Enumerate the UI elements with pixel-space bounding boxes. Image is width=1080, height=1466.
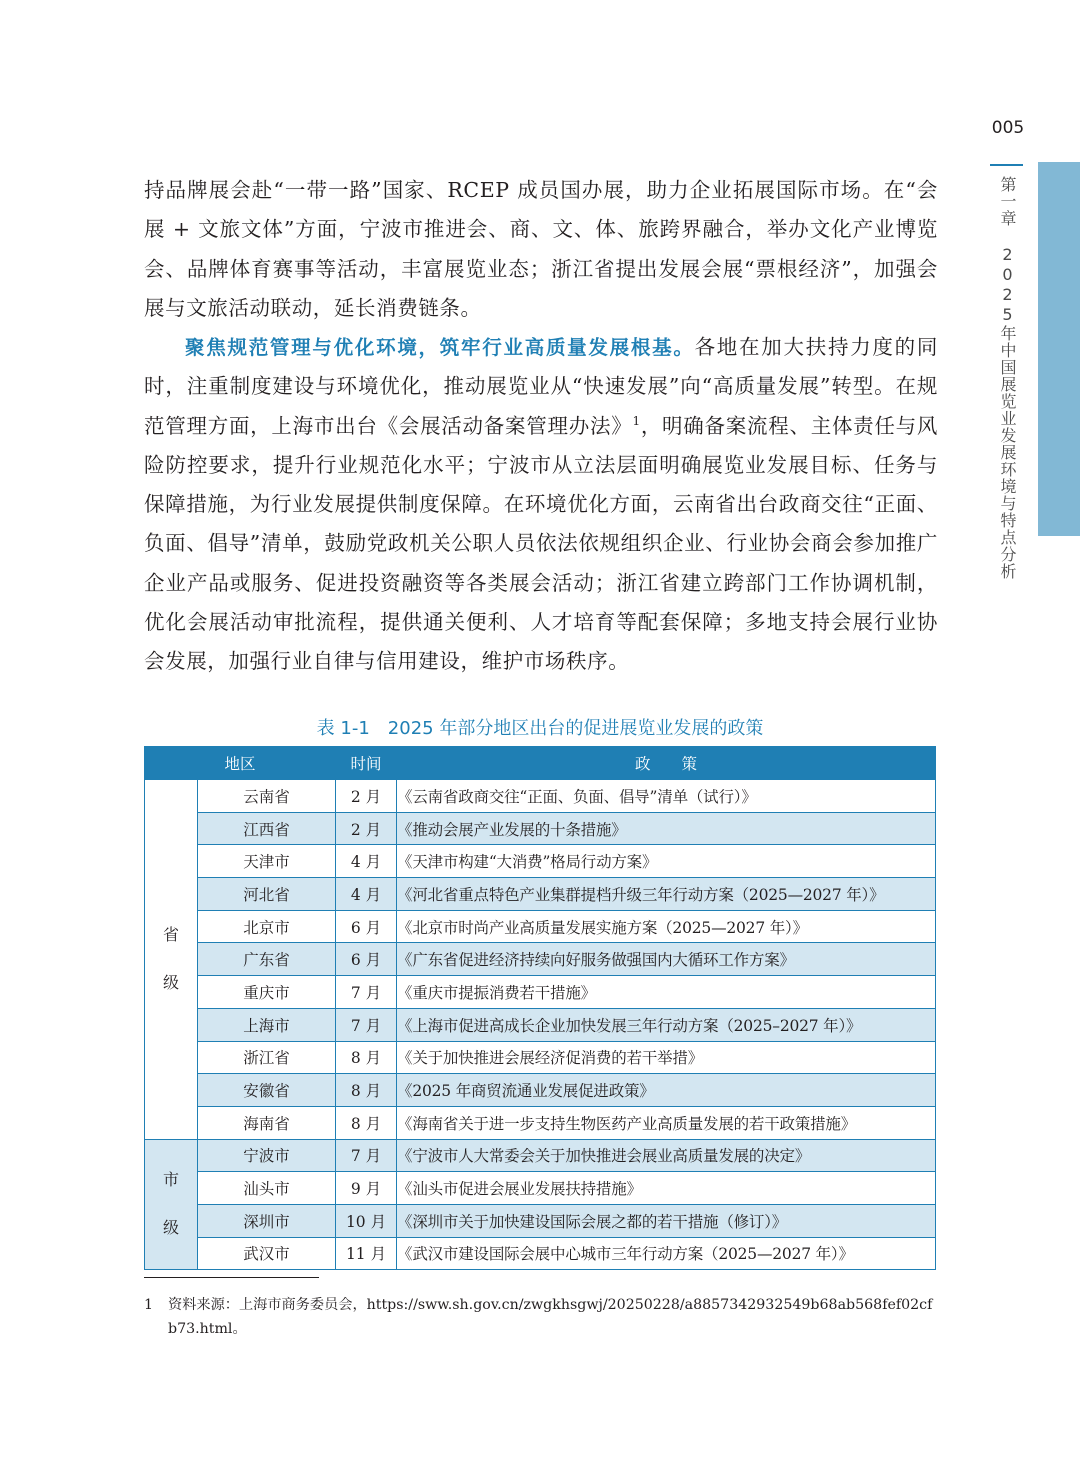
table-row [145,1237,936,1270]
region-cell: 重庆市 [198,976,336,1009]
policy-cell: 《关于加快推进会展经济促消费的若干举措》 [397,1041,936,1074]
month-cell: 7 月 [336,1008,397,1041]
policy-table [144,746,936,1270]
policy-cell: 《宁波市人大常委会关于加快推进会展业高质量发展的决定》 [397,1139,936,1172]
region-cell: 汕头市 [198,1172,336,1205]
region-cell: 宁波市 [198,1139,336,1172]
month-cell: 10 月 [336,1204,397,1237]
policy-cell: 《汕头市促进会展业发展扶持措施》 [397,1172,936,1205]
policy-cell: 《天津市构建“大消费”格局行动方案》 [397,845,936,878]
month-cell: 7 月 [336,976,397,1009]
level-label: 市级 [163,1170,180,1238]
table-row [145,1041,936,1074]
paragraph-lead-heading: 聚焦规范管理与优化环境，筑牢行业高质量发展根基。 [185,336,695,359]
month-cell: 8 月 [336,1106,397,1139]
region-cell: 广东省 [198,943,336,976]
month-cell: 6 月 [336,943,397,976]
header-time: 时间 [336,747,397,780]
paragraph-text-continued: ，明确备案流程、主体责任与风险防控要求，提升行业规范化水平；宁波市从立法层面明确展览业发展目标、任务与保障措施，为行业发展提供制度保障。在环境优化方面，云南省出台政商交往“正面、负面、倡导”清单，鼓励党政机关公职人员依法依规组织企业、行业协会商会参加推广企业产品或服务、促进投资融资等各类展会活动；浙江省建立跨部门工作协调机制，优化会展活动审批流程，提供通关便利、人才培育等配套保障；多地支持会展行业协会发展，加强行业自律与信用建设，维护市场秩序。 [144,413,938,674]
region-cell: 北京市 [198,910,336,943]
policy-cell: 《深圳市关于加快建设国际会展之都的若干措施（修订）》 [397,1204,936,1237]
paragraph-text: 各地在加大扶持力度的同时，注重制度建设与环境优化，推动展览业从“快速发展”向“高质量发展”转型。在规范管理方面，上海市出台《会展活动备案管理办法》 [144,335,938,438]
region-cell: 河北省 [198,878,336,911]
table-row [145,1204,936,1237]
region-cell: 武汉市 [198,1237,336,1270]
month-cell: 4 月 [336,845,397,878]
policy-cell: 《推动会展产业发展的十条措施》 [397,812,936,845]
table-row [145,1139,936,1172]
header-region: 地区 [145,747,336,780]
month-cell: 7 月 [336,1139,397,1172]
chapter-label-part2: 2025年中国展览业发展环境与特点分析 [998,245,1017,580]
footnote-divider [144,1277,319,1278]
region-cell: 浙江省 [198,1041,336,1074]
body-paragraph-2 [144,328,938,682]
table-row [145,845,936,878]
region-cell: 上海市 [198,1008,336,1041]
header-policy: 政 策 [397,747,936,780]
month-cell: 9 月 [336,1172,397,1205]
chapter-label [992,176,1022,580]
footnote-reference[interactable]: 1 [632,413,641,428]
region-cell: 江西省 [198,812,336,845]
month-cell: 4 月 [336,878,397,911]
policy-cell: 《2025 年商贸流通业发展促进政策》 [397,1074,936,1107]
policy-cell: 《重庆市提振消费若干措施》 [397,976,936,1009]
table-row [145,878,936,911]
footnote [144,1293,938,1341]
policy-cell: 《武汉市建设国际会展中心城市三年行动方案（2025—2027 年）》 [397,1237,936,1270]
region-cell: 天津市 [198,845,336,878]
table-row [145,780,936,813]
table-header-row [145,747,936,780]
policy-cell: 《北京市时尚产业高质量发展实施方案（2025—2027 年）》 [397,910,936,943]
level-cell [145,1139,198,1270]
month-cell: 11 月 [336,1237,397,1270]
level-cell [145,780,198,1140]
month-cell: 2 月 [336,780,397,813]
policy-cell: 《广东省促进经济持续向好服务做强国内大循环工作方案》 [397,943,936,976]
month-cell: 6 月 [336,910,397,943]
table-caption: 表 1-1 2025 年部分地区出台的促进展览业发展的政策 [316,718,764,739]
region-cell: 深圳市 [198,1204,336,1237]
month-cell: 2 月 [336,812,397,845]
chapter-tab [1038,162,1080,536]
policy-cell: 《上海市促进高成长企业加快发展三年行动方案（2025–2027 年）》 [397,1008,936,1041]
table-row [145,1172,936,1205]
table-body [145,780,936,1270]
table-row [145,943,936,976]
page-number-rule [990,164,1023,166]
month-cell: 8 月 [336,1074,397,1107]
table-row [145,812,936,845]
policy-cell: 《云南省政商交往“正面、负面、倡导”清单（试行）》 [397,780,936,813]
level-label: 省级 [163,925,180,993]
table-row [145,1106,936,1139]
footnote-number: 1 [144,1297,154,1313]
table-row [145,910,936,943]
policy-cell: 《海南省关于进一步支持生物医药产业高质量发展的若干政策措施》 [397,1106,936,1139]
policy-cell: 《河北省重点特色产业集群提档升级三年行动方案（2025—2027 年）》 [397,878,936,911]
table-row [145,1074,936,1107]
table-row [145,1008,936,1041]
table-row [145,976,936,1009]
region-cell: 云南省 [198,780,336,813]
month-cell: 8 月 [336,1041,397,1074]
footnote-text: 资料来源：上海市商务委员会，https://sww.sh.gov.cn/zwgkhsgwj/20250228/a8857342932549b68ab568fef02cfb73.html。 [168,1297,933,1337]
chapter-label-part1: 第一章 [998,176,1017,227]
page-number: 005 [991,118,1025,138]
region-cell: 海南省 [198,1106,336,1139]
region-cell: 安徽省 [198,1074,336,1107]
body-paragraph-1: 持品牌展会赴“一带一路”国家、RCEP 成员国办展，助力企业拓展国际市场。在“会展 + 文旅文体”方面，宁波市推进会、商、文、体、旅跨界融合，举办文化产业博览会、品牌体育赛事等活动，丰富展览业态；浙江省提出发展会展“票根经济”，加强会展与文旅活动联动，延长消费链条。 [144,178,938,320]
